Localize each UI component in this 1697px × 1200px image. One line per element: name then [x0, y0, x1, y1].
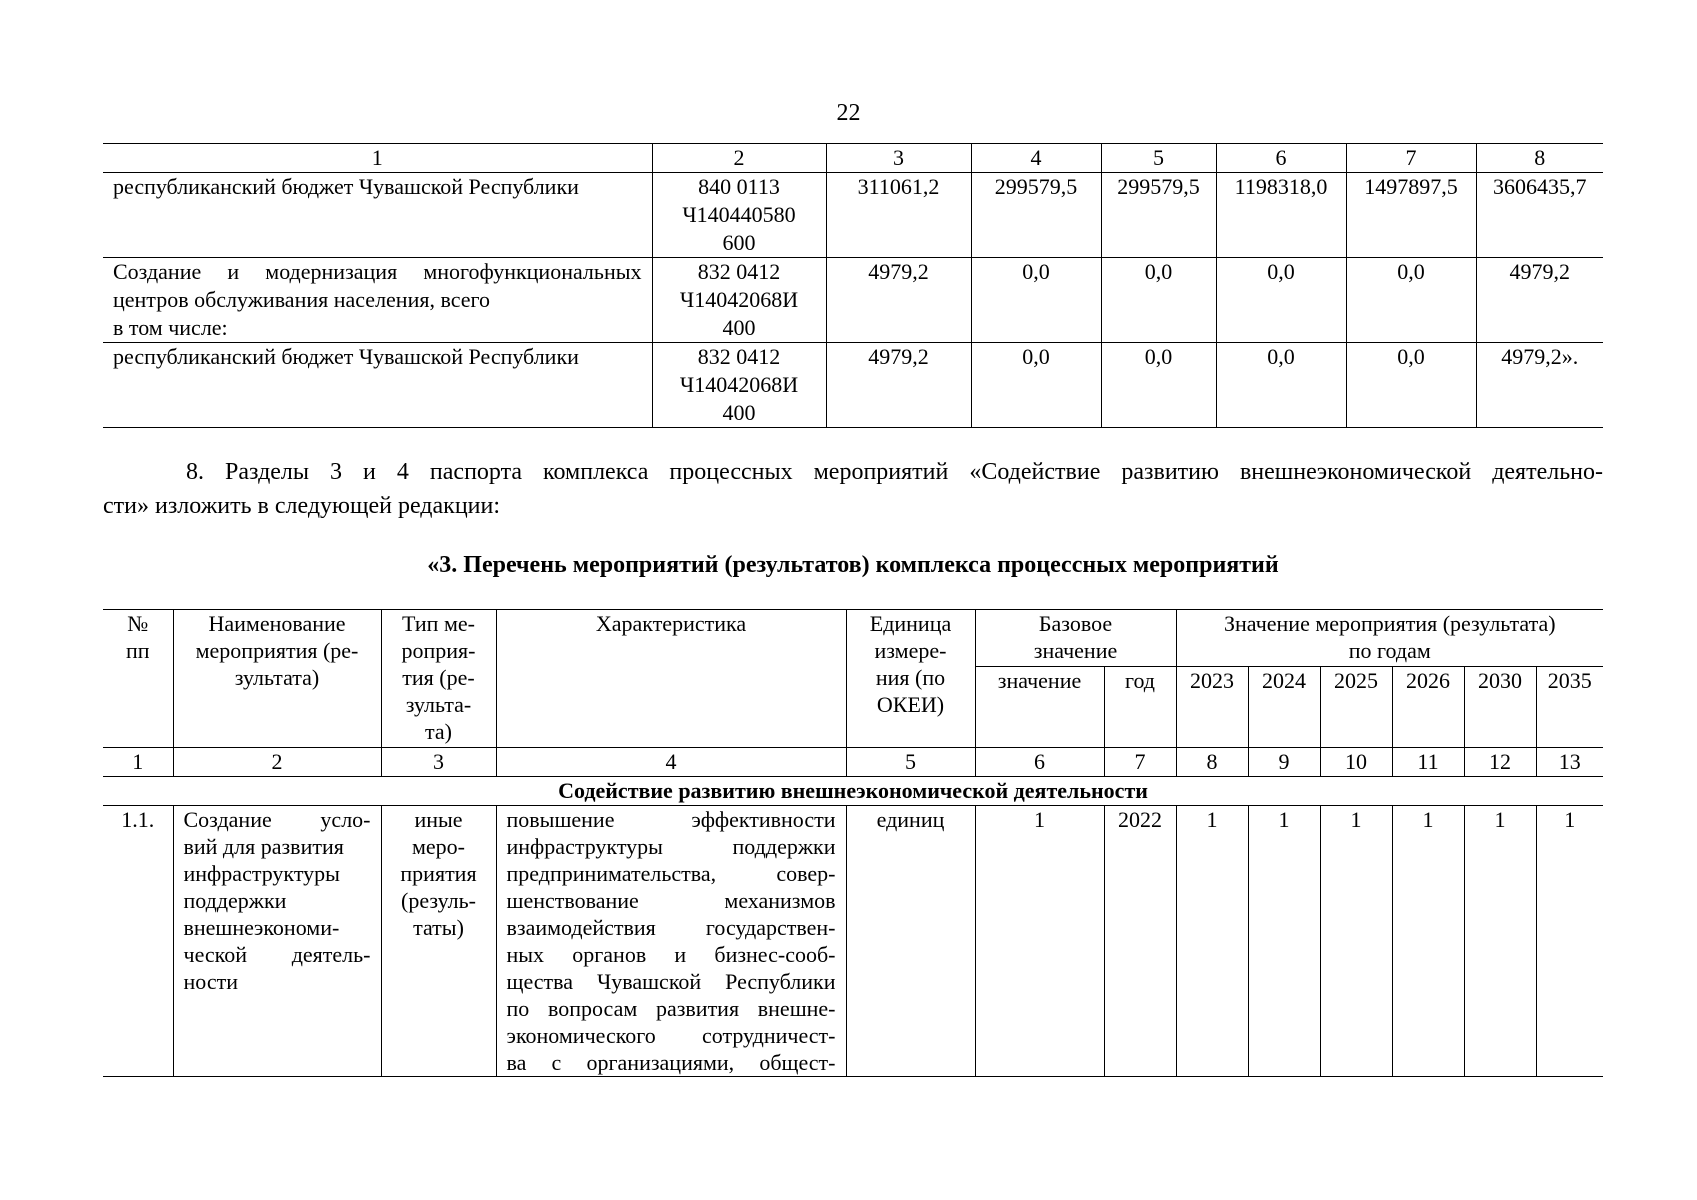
cell-line: экономического сотрудничест-: [506, 1023, 836, 1048]
index-cell: 2: [173, 748, 381, 777]
row-num: 1.1.: [103, 806, 173, 1077]
header-characteristic: Характеристика: [496, 610, 846, 748]
index-cell: 13: [1536, 748, 1603, 777]
cell-line: иные: [414, 807, 463, 832]
table-row: [103, 343, 1603, 428]
header-year: 2025: [1320, 667, 1392, 748]
index-cell: 7: [1104, 748, 1176, 777]
value-cell: 0,0: [1216, 343, 1346, 428]
budget-table-header-row: [103, 144, 1603, 173]
header-text: Тип ме-: [402, 611, 475, 636]
row-code: [652, 258, 826, 343]
cell-line: ческой деятель-: [183, 942, 371, 967]
cell-line: приятия: [400, 861, 477, 886]
header-text: Единица: [869, 611, 952, 636]
index-cell: 9: [1248, 748, 1320, 777]
cell-line: вий для развития: [183, 834, 344, 859]
header-values-title: [1176, 610, 1603, 667]
row-code: [652, 343, 826, 428]
value-cell: 299579,5: [971, 173, 1101, 258]
page-number: 22: [836, 100, 861, 126]
header-text: зультата): [234, 665, 320, 690]
amendment-paragraph: [103, 455, 1603, 523]
cell-line: взаимодействия государствен-: [506, 915, 836, 940]
header-text: роприя-: [401, 638, 476, 663]
row-name: республиканский бюджет Чувашской Республики: [103, 173, 652, 258]
header-year: 2030: [1464, 667, 1536, 748]
cell-line: щества Чувашской Республики: [506, 969, 836, 994]
code-line: 400: [722, 400, 756, 425]
row-base-year: 2022: [1104, 806, 1176, 1077]
header-unit: [846, 610, 975, 748]
code-line: Ч14042068И: [679, 287, 799, 312]
row-base-value: 1: [975, 806, 1104, 1077]
value-cell: 0,0: [971, 343, 1101, 428]
header-text: тия (ре-: [402, 665, 475, 690]
cell-line: по вопросам развития внешне-: [506, 996, 836, 1021]
budget-header-cell: 6: [1216, 144, 1346, 173]
header-base: [975, 610, 1176, 667]
row-year-value: 1: [1320, 806, 1392, 1077]
value-cell: 0,0: [1216, 258, 1346, 343]
value-cell: 3606435,7: [1476, 173, 1603, 258]
value-cell: 4979,2».: [1476, 343, 1603, 428]
cell-line: ных органов и бизнес-сооб-: [506, 942, 836, 967]
index-cell: 10: [1320, 748, 1392, 777]
header-text: пп: [125, 638, 150, 663]
cell-line: предпринимательства, совер-: [506, 861, 836, 886]
row-characteristic: [496, 806, 846, 1077]
table-row: [103, 258, 1603, 343]
row-year-value: 1: [1176, 806, 1248, 1077]
header-text: по годам: [1348, 638, 1431, 663]
measures-header-row: [103, 610, 1603, 667]
index-cell: 11: [1392, 748, 1464, 777]
value-cell: 0,0: [1101, 258, 1216, 343]
value-cell: 311061,2: [826, 173, 971, 258]
header-text: Базовое: [1038, 611, 1113, 636]
header-year: 2023: [1176, 667, 1248, 748]
value-cell: 0,0: [1101, 343, 1216, 428]
row-unit: единиц: [846, 806, 975, 1077]
header-year: 2035: [1536, 667, 1603, 748]
cell-line: меро-: [411, 834, 465, 859]
value-cell: 1198318,0: [1216, 173, 1346, 258]
table-row: [103, 173, 1603, 258]
code-line: Ч14042068И: [679, 372, 799, 397]
measures-table: [103, 609, 1603, 1077]
header-year: 2024: [1248, 667, 1320, 748]
code-line: 832 0412: [697, 344, 781, 369]
row-year-value: 1: [1536, 806, 1603, 1077]
row-name: [103, 258, 652, 343]
cell-line: повышение эффективности: [506, 807, 836, 832]
index-cell: 6: [975, 748, 1104, 777]
value-cell: 4979,2: [826, 343, 971, 428]
value-cell: 4979,2: [1476, 258, 1603, 343]
row-type: [381, 806, 496, 1077]
index-cell: 12: [1464, 748, 1536, 777]
index-cell: 4: [496, 748, 846, 777]
value-cell: 299579,5: [1101, 173, 1216, 258]
value-cell: 0,0: [1346, 258, 1476, 343]
budget-header-cell: 1: [103, 144, 652, 173]
cell-line: внешнеэкономи-: [183, 915, 340, 940]
cell-line: Создание усло-: [183, 807, 371, 832]
group-row: [103, 777, 1603, 806]
budget-header-cell: 8: [1476, 144, 1603, 173]
cell-line: шенствование механизмов: [506, 888, 836, 913]
row-name-main: Создание и модернизация многофункциональных центров обслуживания населения, всего: [113, 259, 642, 312]
value-cell: 0,0: [1346, 343, 1476, 428]
header-base-year: год: [1104, 667, 1176, 748]
index-cell: 5: [846, 748, 975, 777]
header-text: зульта-: [405, 692, 472, 717]
header-text: та): [425, 719, 452, 744]
header-num: [103, 610, 173, 748]
header-text: мероприятия (ре-: [195, 638, 359, 663]
section-title: «3. Перечень мероприятий (результатов) комплекса процессных мероприятий: [427, 552, 1279, 578]
header-base-value: значение: [975, 667, 1104, 748]
paragraph-line: сти» изложить в следующей редакции:: [103, 493, 501, 519]
budget-header-cell: 4: [971, 144, 1101, 173]
header-text: Значение мероприятия (результата): [1224, 611, 1556, 636]
paragraph-line: 8. Разделы 3 и 4 паспорта комплекса процессных мероприятий «Содействие развитию внешнеэкономической деятельно-: [186, 459, 1603, 485]
budget-header-cell: 5: [1101, 144, 1216, 173]
header-text: Наименование: [208, 611, 346, 636]
header-type: [381, 610, 496, 748]
row-year-value: 1: [1392, 806, 1464, 1077]
budget-table: [103, 143, 1603, 428]
row-year-value: 1: [1248, 806, 1320, 1077]
value-cell: 1497897,5: [1346, 173, 1476, 258]
budget-header-cell: 7: [1346, 144, 1476, 173]
group-title: Содействие развитию внешнеэкономической деятельности: [103, 777, 1603, 806]
code-line: 840 0113: [698, 174, 780, 199]
cell-line: (резуль-: [401, 888, 476, 913]
header-name: [173, 610, 381, 748]
row-name: [173, 806, 381, 1077]
code-line: Ч140440580: [682, 202, 796, 227]
code-line: 600: [722, 230, 756, 255]
value-cell: 4979,2: [826, 258, 971, 343]
header-text: ОКЕИ): [876, 692, 945, 717]
row-code: [652, 173, 826, 258]
code-line: 832 0412: [697, 259, 781, 284]
row-name-tail: в том числе:: [113, 315, 228, 340]
cell-line: ва с организациями, общест-: [506, 1050, 836, 1075]
table-row: [103, 806, 1603, 1077]
index-cell: 3: [381, 748, 496, 777]
code-line: 400: [722, 315, 756, 340]
budget-header-cell: 3: [826, 144, 971, 173]
index-cell: 8: [1176, 748, 1248, 777]
header-year: 2026: [1392, 667, 1464, 748]
cell-line: поддержки: [183, 888, 287, 913]
header-text: измере-: [874, 638, 947, 663]
cell-line: ности: [183, 969, 238, 994]
row-name: республиканский бюджет Чувашской Республики: [103, 343, 652, 428]
cell-line: инфраструктуры поддержки: [506, 834, 836, 859]
value-cell: 0,0: [971, 258, 1101, 343]
header-text: ния (по: [875, 665, 946, 690]
header-text: №: [127, 611, 149, 636]
cell-line: таты): [413, 915, 464, 940]
column-index-row: [103, 748, 1603, 777]
budget-header-cell: 2: [652, 144, 826, 173]
row-year-value: 1: [1464, 806, 1536, 1077]
header-text: значение: [1033, 638, 1118, 663]
index-cell: 1: [103, 748, 173, 777]
cell-line: инфраструктуры: [183, 861, 340, 886]
